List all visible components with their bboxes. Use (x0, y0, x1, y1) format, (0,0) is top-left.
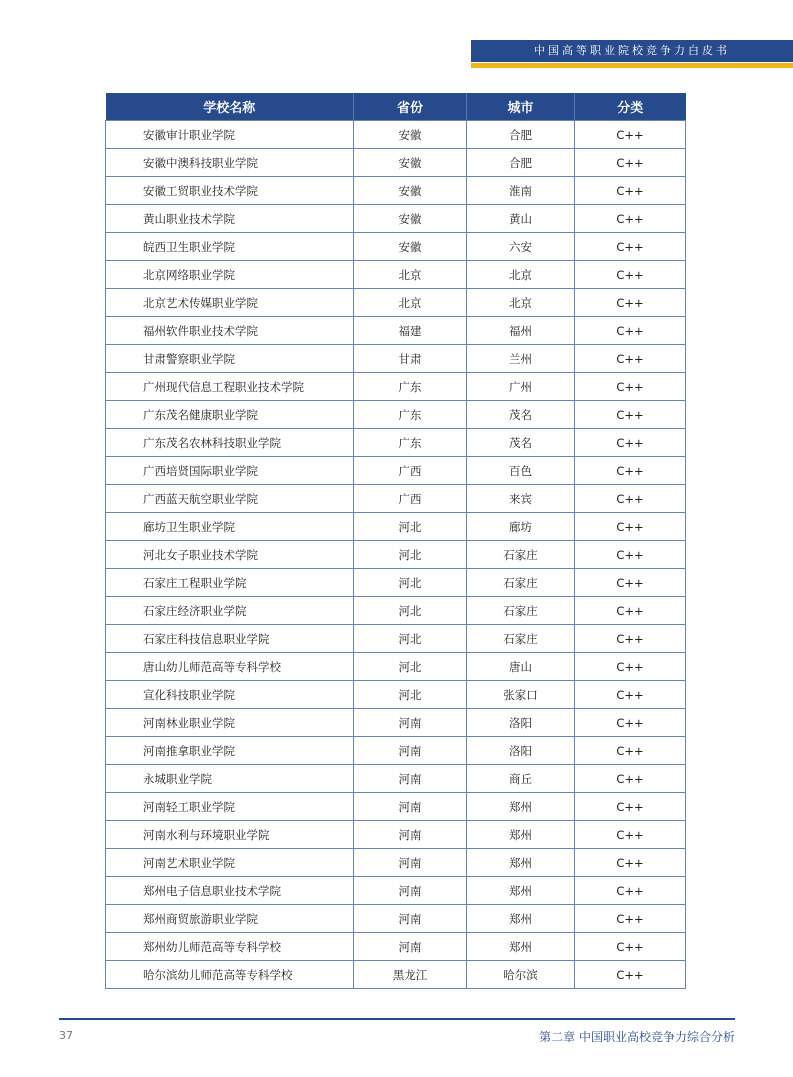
school-name-cell: 皖西卫生职业学院 (106, 233, 354, 261)
category-cell: C++ (575, 597, 686, 625)
school-name-cell: 福州软件职业技术学院 (106, 317, 354, 345)
category-cell: C++ (575, 457, 686, 485)
city-cell: 石家庄 (467, 597, 575, 625)
city-cell: 张家口 (467, 681, 575, 709)
province-cell: 广东 (354, 429, 467, 457)
category-cell: C++ (575, 793, 686, 821)
table-row (106, 149, 686, 177)
school-name-cell: 永城职业学院 (106, 765, 354, 793)
category-cell: C++ (575, 821, 686, 849)
province-cell: 安徽 (354, 149, 467, 177)
category-cell: C++ (575, 961, 686, 989)
category-cell: C++ (575, 681, 686, 709)
document-title: 中国高等职业院校竞争力白皮书 (534, 44, 730, 57)
province-cell: 北京 (354, 289, 467, 317)
city-cell: 广州 (467, 373, 575, 401)
school-name-cell: 甘肃警察职业学院 (106, 345, 354, 373)
school-name-cell: 河南艺术职业学院 (106, 849, 354, 877)
city-cell: 北京 (467, 261, 575, 289)
city-cell: 淮南 (467, 177, 575, 205)
province-cell: 福建 (354, 317, 467, 345)
school-name-cell: 河南轻工职业学院 (106, 793, 354, 821)
table-row (106, 653, 686, 681)
category-cell: C++ (575, 905, 686, 933)
province-cell: 河南 (354, 737, 467, 765)
school-name-cell: 安徽工贸职业技术学院 (106, 177, 354, 205)
school-name-cell: 河南林业职业学院 (106, 709, 354, 737)
category-cell: C++ (575, 765, 686, 793)
category-cell: C++ (575, 401, 686, 429)
province-cell: 河北 (354, 625, 467, 653)
table-row (106, 709, 686, 737)
table-row (106, 821, 686, 849)
school-name-cell: 哈尔滨幼儿师范高等专科学校 (106, 961, 354, 989)
city-cell: 商丘 (467, 765, 575, 793)
province-cell: 河南 (354, 933, 467, 961)
table-row (106, 513, 686, 541)
table-row (106, 793, 686, 821)
province-cell: 黑龙江 (354, 961, 467, 989)
table-row (106, 569, 686, 597)
province-cell: 河北 (354, 513, 467, 541)
table-row (106, 261, 686, 289)
table-row (106, 317, 686, 345)
city-cell: 哈尔滨 (467, 961, 575, 989)
table-row (106, 681, 686, 709)
school-name-cell: 郑州电子信息职业技术学院 (106, 877, 354, 905)
school-name-cell: 河南水利与环境职业学院 (106, 821, 354, 849)
city-cell: 郑州 (467, 933, 575, 961)
table-row (106, 933, 686, 961)
city-cell: 北京 (467, 289, 575, 317)
school-name-cell: 石家庄科技信息职业学院 (106, 625, 354, 653)
province-cell: 广东 (354, 373, 467, 401)
category-cell: C++ (575, 149, 686, 177)
category-cell: C++ (575, 373, 686, 401)
province-cell: 安徽 (354, 205, 467, 233)
table-row (106, 485, 686, 513)
city-cell: 茂名 (467, 429, 575, 457)
school-name-cell: 河北女子职业技术学院 (106, 541, 354, 569)
province-cell: 河南 (354, 793, 467, 821)
city-cell: 郑州 (467, 905, 575, 933)
table-row (106, 429, 686, 457)
province-cell: 河南 (354, 709, 467, 737)
city-cell: 兰州 (467, 345, 575, 373)
school-name-cell: 安徽中澳科技职业学院 (106, 149, 354, 177)
school-name-cell: 石家庄工程职业学院 (106, 569, 354, 597)
category-cell: C++ (575, 653, 686, 681)
province-cell: 广东 (354, 401, 467, 429)
chapter-title: 第二章 中国职业高校竞争力综合分析 (539, 1030, 735, 1044)
table-row (106, 373, 686, 401)
school-name-cell: 广西蓝天航空职业学院 (106, 485, 354, 513)
city-cell: 合肥 (467, 149, 575, 177)
province-cell: 安徽 (354, 121, 467, 149)
school-name-cell: 郑州商贸旅游职业学院 (106, 905, 354, 933)
table-row (106, 541, 686, 569)
province-cell: 河南 (354, 821, 467, 849)
province-cell: 河南 (354, 765, 467, 793)
category-cell: C++ (575, 345, 686, 373)
province-cell: 北京 (354, 261, 467, 289)
category-cell: C++ (575, 205, 686, 233)
province-cell: 河南 (354, 877, 467, 905)
table-row (106, 849, 686, 877)
school-name-cell: 黄山职业技术学院 (106, 205, 354, 233)
table-row (106, 289, 686, 317)
header-banner (471, 40, 793, 62)
category-cell: C++ (575, 429, 686, 457)
city-cell: 六安 (467, 233, 575, 261)
category-cell: C++ (575, 709, 686, 737)
province-cell: 广西 (354, 485, 467, 513)
city-cell: 廊坊 (467, 513, 575, 541)
category-cell: C++ (575, 877, 686, 905)
category-cell: C++ (575, 485, 686, 513)
city-cell: 茂名 (467, 401, 575, 429)
table-header-row (106, 93, 686, 121)
city-cell: 石家庄 (467, 569, 575, 597)
page-number: 37 (59, 1029, 73, 1042)
city-cell: 来宾 (467, 485, 575, 513)
school-name-cell: 宣化科技职业学院 (106, 681, 354, 709)
city-cell: 唐山 (467, 653, 575, 681)
table-row (106, 233, 686, 261)
province-cell: 河北 (354, 681, 467, 709)
table-row (106, 765, 686, 793)
category-cell: C++ (575, 513, 686, 541)
school-name-cell: 广东茂名健康职业学院 (106, 401, 354, 429)
table-row (106, 345, 686, 373)
column-header-category: 分类 (575, 93, 686, 121)
column-header-school-name: 学校名称 (106, 93, 354, 121)
province-cell: 河南 (354, 849, 467, 877)
province-cell: 甘肃 (354, 345, 467, 373)
category-cell: C++ (575, 233, 686, 261)
province-cell: 安徽 (354, 233, 467, 261)
category-cell: C++ (575, 177, 686, 205)
city-cell: 福州 (467, 317, 575, 345)
city-cell: 石家庄 (467, 625, 575, 653)
city-cell: 合肥 (467, 121, 575, 149)
table-row (106, 205, 686, 233)
category-cell: C++ (575, 317, 686, 345)
city-cell: 郑州 (467, 821, 575, 849)
city-cell: 洛阳 (467, 737, 575, 765)
school-table (105, 93, 686, 989)
school-name-cell: 北京网络职业学院 (106, 261, 354, 289)
city-cell: 石家庄 (467, 541, 575, 569)
table-row (106, 877, 686, 905)
school-name-cell: 广州现代信息工程职业技术学院 (106, 373, 354, 401)
header-accent-stripe (471, 63, 793, 68)
footer-divider (59, 1018, 735, 1020)
category-cell: C++ (575, 737, 686, 765)
column-header-city: 城市 (467, 93, 575, 121)
column-header-province: 省份 (354, 93, 467, 121)
table-row (106, 597, 686, 625)
province-cell: 安徽 (354, 177, 467, 205)
school-name-cell: 北京艺术传媒职业学院 (106, 289, 354, 317)
province-cell: 河南 (354, 905, 467, 933)
province-cell: 河北 (354, 597, 467, 625)
school-name-cell: 河南推拿职业学院 (106, 737, 354, 765)
category-cell: C++ (575, 569, 686, 597)
category-cell: C++ (575, 849, 686, 877)
table-row (106, 961, 686, 989)
school-name-cell: 廊坊卫生职业学院 (106, 513, 354, 541)
category-cell: C++ (575, 121, 686, 149)
province-cell: 广西 (354, 457, 467, 485)
province-cell: 河北 (354, 541, 467, 569)
table-row (106, 457, 686, 485)
city-cell: 郑州 (467, 877, 575, 905)
city-cell: 百色 (467, 457, 575, 485)
province-cell: 河北 (354, 569, 467, 597)
city-cell: 洛阳 (467, 709, 575, 737)
school-name-cell: 石家庄经济职业学院 (106, 597, 354, 625)
category-cell: C++ (575, 261, 686, 289)
school-name-cell: 安徽审计职业学院 (106, 121, 354, 149)
city-cell: 郑州 (467, 849, 575, 877)
category-cell: C++ (575, 289, 686, 317)
table-row (106, 401, 686, 429)
province-cell: 河北 (354, 653, 467, 681)
school-name-cell: 郑州幼儿师范高等专科学校 (106, 933, 354, 961)
category-cell: C++ (575, 541, 686, 569)
school-name-cell: 广西培贤国际职业学院 (106, 457, 354, 485)
table-row (106, 737, 686, 765)
table-row (106, 177, 686, 205)
table-row (106, 121, 686, 149)
school-name-cell: 广东茂名农林科技职业学院 (106, 429, 354, 457)
table-body (106, 121, 686, 989)
table-row (106, 905, 686, 933)
category-cell: C++ (575, 625, 686, 653)
school-name-cell: 唐山幼儿师范高等专科学校 (106, 653, 354, 681)
category-cell: C++ (575, 933, 686, 961)
city-cell: 郑州 (467, 793, 575, 821)
city-cell: 黄山 (467, 205, 575, 233)
table-row (106, 625, 686, 653)
